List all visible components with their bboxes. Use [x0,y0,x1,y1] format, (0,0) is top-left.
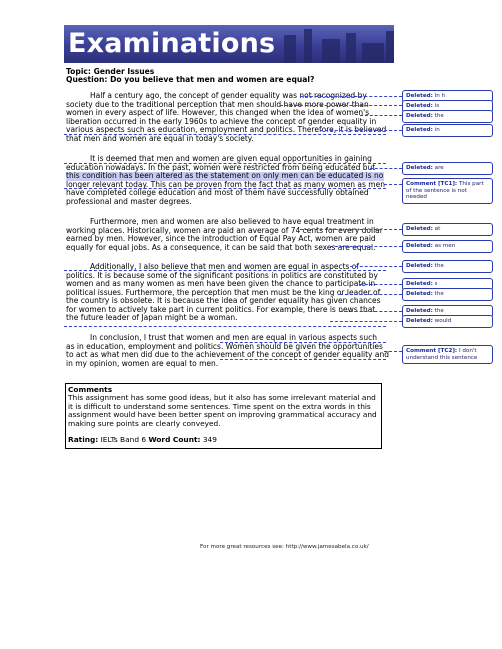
essay-line: society due to the traditional perception that men should have more power than [66,99,369,109]
comments-body: This assignment has some good ideas, but it also has some irrelevant material and it is difficult to understand some sentences. Time spent on the extra words in this assignment would have been better spent on improving grammatical accuracy and making sure points are clearly conveyed. [68,393,377,428]
markup-connector [340,311,402,312]
balloon-label: Deleted: [406,318,433,324]
essay-line: education nowadays. In the past, women were restricted from being educated but [66,162,376,172]
essay-line: that men and women are equal in today's society. [66,133,254,143]
markup-connector [360,115,402,116]
markup-connector [360,284,402,285]
essay-line: Half a century ago, the concept of gender equality was not recognized by [90,91,367,100]
essay-line: working places. Historically, women are paid an average of 74 cents for every dollar [66,225,383,235]
balloon-label: Deleted: [406,165,433,171]
banner-building-silhouette [304,29,312,63]
comment-balloon-tc1[interactable] [402,178,493,204]
balloon-text: the [434,308,444,314]
essay-line: for women to actively take part in current politics. For example, there is news that [66,304,376,314]
essay-line: various aspects such as education, employment and politics. Therefore, it is believed [66,125,387,134]
essay-line: women in every aspect of life. However, this changed when the idea of women's [66,108,370,117]
balloon-text: as men [434,243,456,249]
balloon-label: Deleted: [406,263,433,269]
footer-resources-link[interactable]: For more great resources see: http://www.jamesabela.co.uk/ [200,544,369,550]
essay-paragraph-2 [66,155,384,206]
balloon-label: Deleted: [406,243,433,249]
rating-line [68,436,379,444]
balloon-text: would [434,318,452,324]
essay-line: Additionally, I also believe that men and women are equal in aspects of [90,262,360,271]
balloon-label: Deleted: [406,93,433,99]
deleted-balloon[interactable] [402,260,493,273]
deleted-balloon[interactable] [402,110,493,123]
rating-label: Rating: [68,435,99,445]
essay-line: longer relevant today. This can be proven from the fact that as many women as men [66,179,385,189]
balloon-text: the [434,291,444,297]
essay-line: professional and master degrees. [66,196,192,206]
balloon-label: Comment [TC1]: [406,181,458,187]
essay-line: In conclusion, I trust that women and men are equal in various aspects such [90,333,377,342]
balloon-label: Deleted: [406,308,433,314]
markup-connector [320,130,402,131]
deleted-balloon[interactable] [402,124,493,137]
deleted-balloon[interactable] [402,162,493,175]
deleted-balloon[interactable] [402,288,493,301]
banner-building-silhouette [346,33,356,63]
examinations-banner [64,25,394,63]
essay-line: It is deemed that men and women are given equal opportunities in gaining [90,154,372,163]
markup-connector [370,168,402,169]
essay-line: earned by men. However, since the introduction of Equal Pay Act, women are paid [66,234,376,243]
essay-line: the country is obsolete. It is because the idea of gender equality has given chances [66,296,381,305]
markup-connector [330,246,402,247]
banner-building-silhouette [362,43,384,63]
essay-line: Furthermore, men and women are also believed to have equal treatment in [90,217,374,226]
banner-building-silhouette [322,39,340,63]
balloon-text: the [434,263,444,269]
essay-line: liberation occurred in the early 1960s to achieve the concept of gender equality in [66,116,377,126]
comments-heading: Comments [68,385,113,394]
essay-line: equally for equal jobs. As a consequence, it can be said that both sexes are equal. [66,242,376,252]
banner-title: Examinations [68,28,276,59]
balloon-label: Deleted: [406,103,433,109]
essay-paragraph-4 [66,263,384,323]
balloon-text: the [434,113,444,119]
markup-connector [384,351,402,352]
balloon-text: at [434,226,441,232]
essay-line: politics. It is because some of the significant positions in politics are constituted by [66,270,378,280]
balloon-label: Deleted: [406,113,433,119]
balloon-label: Deleted: [406,226,433,232]
markup-connector [384,184,402,185]
rating-value: IELTs Band 6 [100,435,147,445]
balloon-label: Comment [TC2]: [406,348,458,354]
essay-line: have completed college education and most of them have successfully obtained [66,188,369,197]
essay-line: the future leader of Japan might be a woman. [66,313,238,322]
essay-line: as in education, employment and politics. Women should be given the opportunities [66,341,383,351]
essay-line: in my opinion, women are equal to men. [66,358,219,368]
balloon-label: Deleted: [406,291,433,297]
balloon-text: is [434,103,440,109]
balloon-label: Deleted: [406,281,433,287]
balloon-text: In h [434,93,446,99]
markup-connector [340,294,402,295]
question-line: Question: Do you believe that men and women are equal? [66,75,315,84]
essay-paragraph-1 [66,91,387,143]
balloon-text: in [434,127,440,133]
topic-line: Topic: Gender Issues [66,67,155,76]
essay-line-highlighted: this condition has been altered as the statement on only men can be educated is no [66,171,384,180]
deleted-balloon[interactable] [402,223,493,236]
balloon-text: This part of the sentence is not needed [406,181,484,201]
markup-connector [350,266,402,267]
banner-building-silhouette [386,31,394,63]
essay-line: to act as what men did due to the achievement of the concept of gender equality and [66,350,389,359]
essay-paragraph-5 [66,333,389,368]
markup-connector [300,229,402,230]
word-count-label: Word Count: [148,435,201,445]
word-count-value: 349 [202,435,217,445]
comments-box [65,383,382,449]
deleted-balloon[interactable] [402,240,493,253]
banner-building-silhouette [284,35,296,63]
markup-connector [330,321,402,322]
markup-connector [300,96,402,97]
deleted-balloon[interactable] [402,315,493,328]
balloon-label: Deleted: [406,127,433,133]
balloon-text: s [434,281,438,287]
balloon-text: I don't understand this sentence [406,348,478,361]
essay-line: women and as many women as men have been given the chance to participate in [66,279,376,288]
markup-connector [280,105,402,106]
comment-balloon-tc2[interactable] [402,345,493,364]
essay-line: political issues. Furthermore, the perception that men must be the king or leader of [66,287,381,297]
balloon-text: are [434,165,444,171]
